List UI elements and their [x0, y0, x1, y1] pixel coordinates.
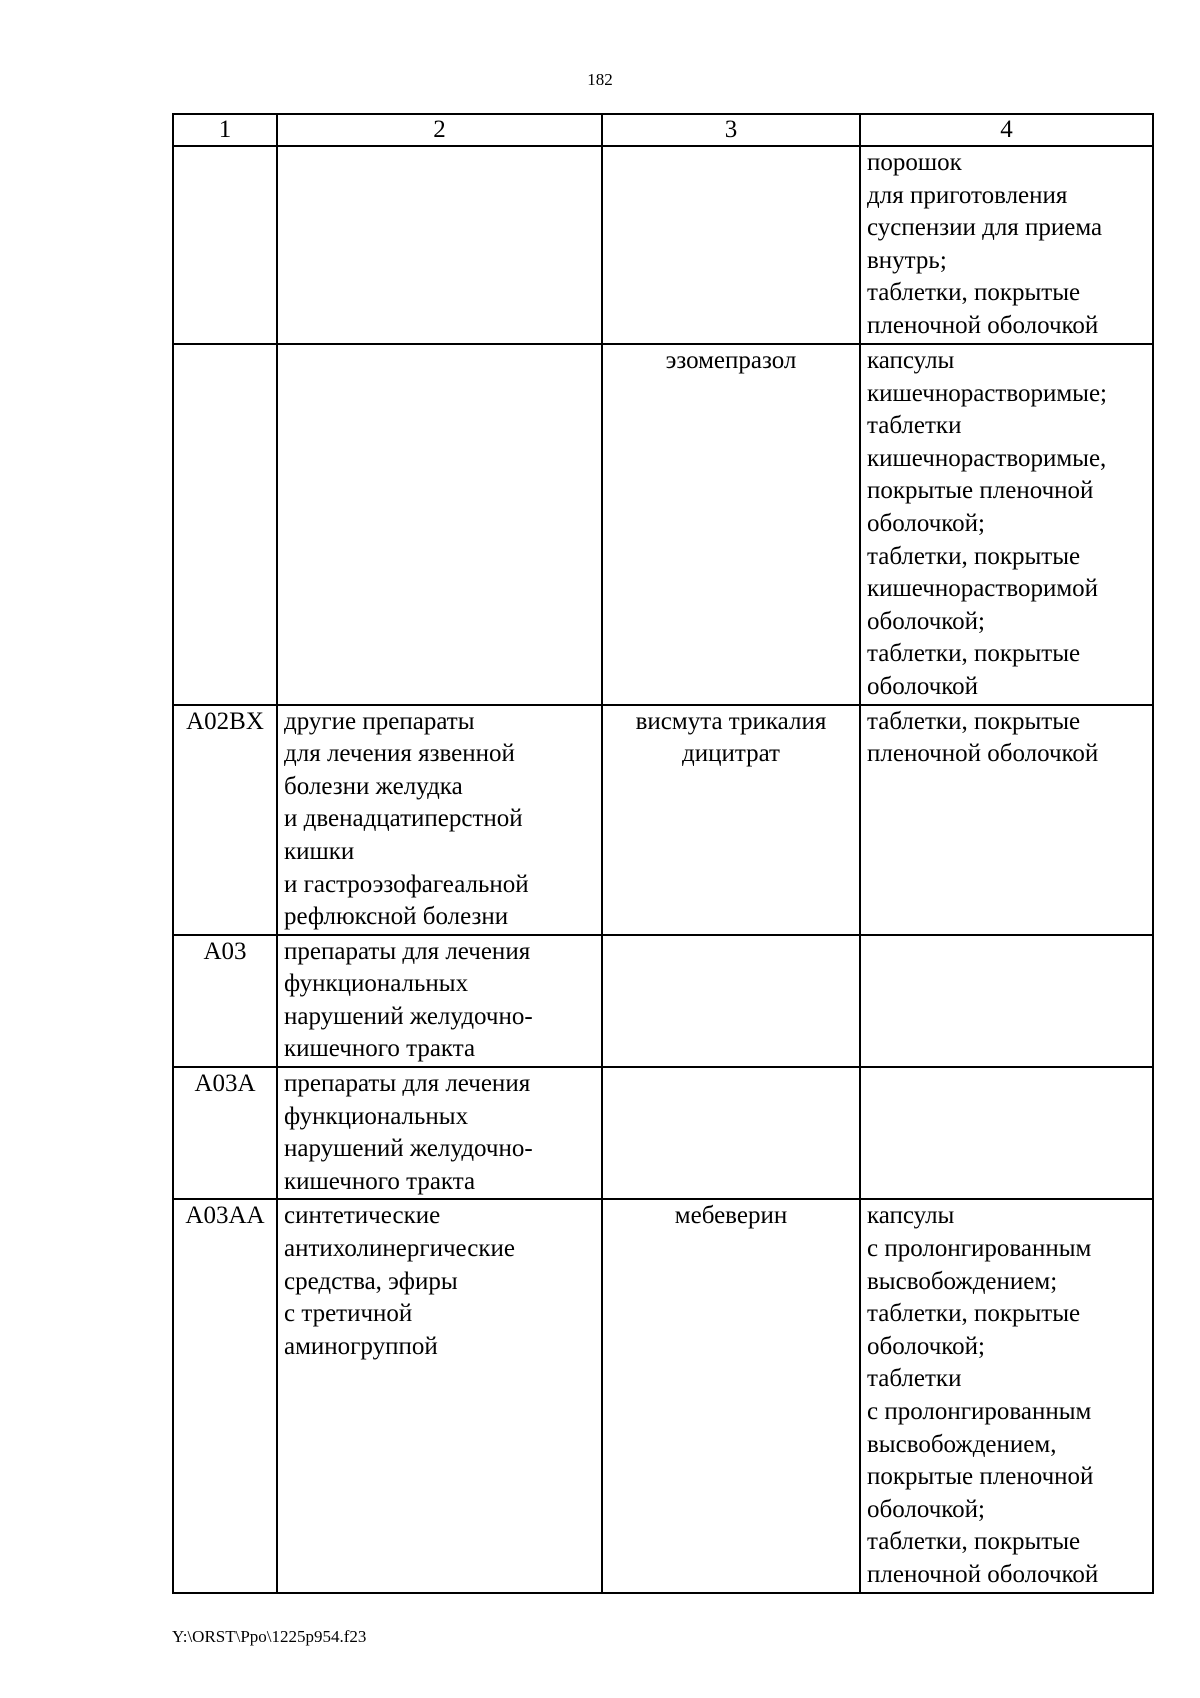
- atc-code-cell: [173, 146, 277, 344]
- table-header-row: [173, 114, 1153, 146]
- atc-code: A03A: [194, 1070, 256, 1098]
- dosage-form-cell: [860, 146, 1153, 344]
- group-cell: [277, 1199, 602, 1592]
- atc-code: A03AA: [185, 1202, 265, 1230]
- atc-code: A02BX: [186, 707, 264, 735]
- drug-table: [172, 113, 1154, 1594]
- drug-cell: [602, 1199, 860, 1592]
- dosage-form: капсулы с пролонгированным высвобождением; таблетки, покрытые оболочкой; таблетки с пролонгированным высвобождением, покрытые пленочной оболочкой; таблетки, покрытые пленочной оболочкой: [867, 1202, 1099, 1588]
- drug-cell: [602, 705, 860, 935]
- table-row: [173, 705, 1153, 935]
- drug-name: висмута трикалия дицитрат: [635, 707, 827, 768]
- group-name: другие препараты для лечения язвенной болезни желудка и двенадцатиперстной кишки и гастроэзофагеальной рефлюксной болезни: [284, 707, 529, 931]
- dosage-form-cell: [860, 344, 1153, 705]
- group-name: препараты для лечения функциональных нарушений желудочно- кишечного тракта: [284, 1070, 533, 1195]
- dosage-form: порошок для приготовления суспензии для приема внутрь; таблетки, покрытые пленочной оболочкой: [867, 149, 1103, 339]
- atc-code: A03: [203, 937, 247, 965]
- group-cell: [277, 705, 602, 935]
- atc-code-cell: [173, 1067, 277, 1199]
- dosage-form: капсулы кишечнорастворимые; таблетки кишечнорастворимые, покрытые пленочной оболочкой; таблетки, покрытые кишечнорастворимой оболочкой; таблетки, покрытые оболочкой: [867, 347, 1107, 700]
- drug-name: эзомепразол: [665, 347, 797, 374]
- group-cell: [277, 935, 602, 1067]
- header-col-2: 2: [277, 114, 602, 146]
- table-row: [173, 935, 1153, 1067]
- table-row: [173, 146, 1153, 344]
- drug-cell: [602, 146, 860, 344]
- group-name: синтетические антихолинергические средства, эфиры с третичной аминогруппой: [284, 1202, 515, 1360]
- atc-code-cell: [173, 344, 277, 705]
- header-col-3: 3: [602, 114, 860, 146]
- dosage-form: таблетки, покрытые пленочной оболочкой: [867, 707, 1099, 768]
- group-cell: [277, 146, 602, 344]
- header-col-1: 1: [173, 114, 277, 146]
- table-row: [173, 1067, 1153, 1199]
- drug-cell: [602, 1067, 860, 1199]
- dosage-form-cell: [860, 1199, 1153, 1592]
- table-row: [173, 1199, 1153, 1592]
- table-row: [173, 344, 1153, 705]
- dosage-form-cell: [860, 935, 1153, 1067]
- atc-code-cell: [173, 1199, 277, 1592]
- drug-name: мебеверин: [674, 1202, 788, 1230]
- dosage-form-cell: [860, 1067, 1153, 1199]
- page-number: 182: [587, 70, 613, 89]
- dosage-form-cell: [860, 705, 1153, 935]
- group-name: препараты для лечения функциональных нарушений желудочно- кишечного тракта: [284, 937, 533, 1063]
- drug-cell: [602, 344, 860, 705]
- drug-cell: [602, 935, 860, 1067]
- atc-code-cell: [173, 705, 277, 935]
- atc-code-cell: [173, 935, 277, 1067]
- group-cell: [277, 1067, 602, 1199]
- footer-file-path: Y:\ORST\Ppo\1225p954.f23: [172, 1627, 367, 1646]
- header-col-4: 4: [860, 114, 1153, 146]
- group-cell: [277, 344, 602, 705]
